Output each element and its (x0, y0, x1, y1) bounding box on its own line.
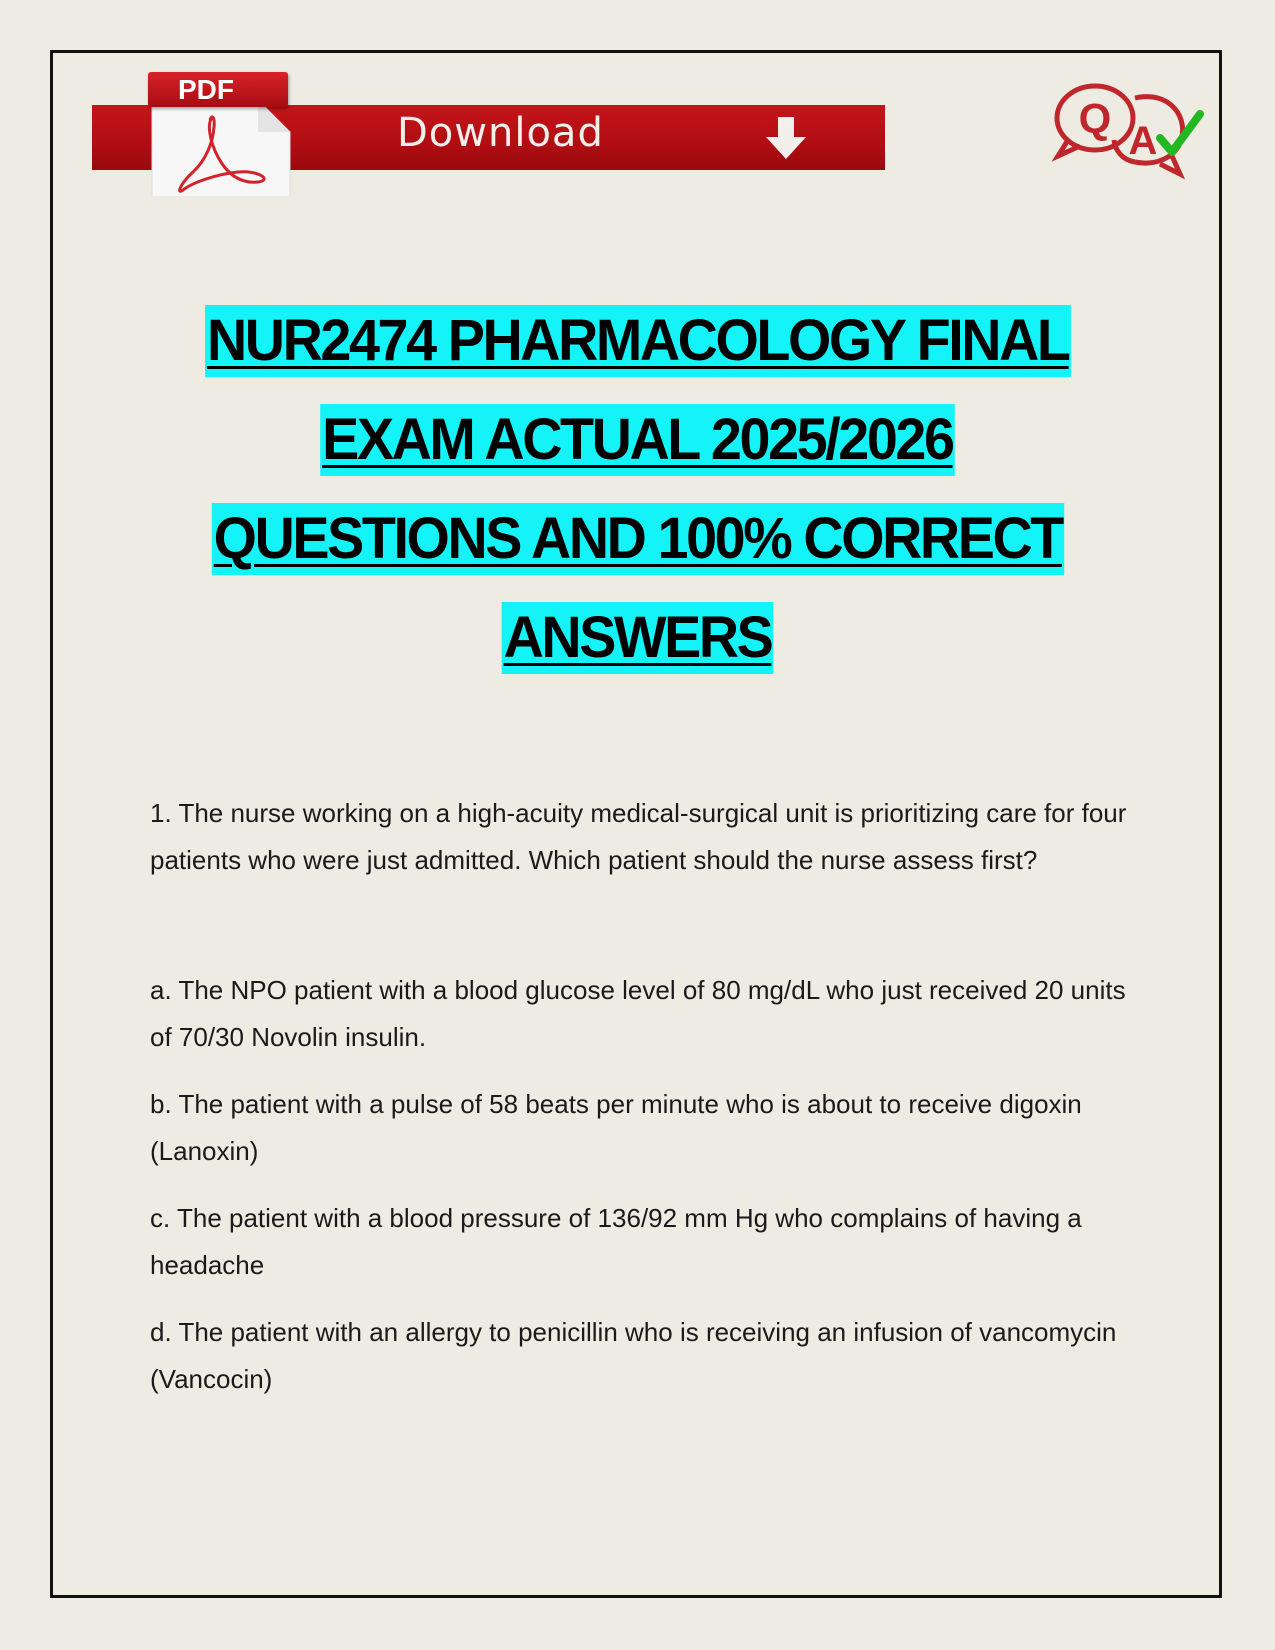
download-arrow-icon[interactable] (762, 115, 810, 163)
title-line-1: NUR2474 PHARMACOLOGY FINAL (205, 305, 1070, 377)
question-section (150, 790, 1150, 1423)
option-b: b. The patient with a pulse of 58 beats per minute who is about to receive digoxin (Lanoxin) (150, 1089, 1082, 1166)
document-title (60, 305, 1215, 701)
q-letter: Q (1078, 95, 1112, 142)
a-letter: A (1128, 119, 1158, 163)
pdf-tab-label: PDF (148, 72, 288, 107)
title-line-2: EXAM ACTUAL 2025/2026 (320, 404, 954, 476)
title-line-4: ANSWERS (502, 602, 774, 674)
option-d: d. The patient with an allergy to penicillin who is receiving an infusion of vancomycin (Vancocin) (150, 1317, 1117, 1394)
question-text: 1. The nurse working on a high-acuity medical-surgical unit is prioritizing care for four patients who were just admitted. Which patient should the nurse assess first? (150, 798, 1127, 875)
pdf-document-icon (138, 72, 298, 192)
download-label[interactable]: Download (397, 110, 604, 156)
option-c: c. The patient with a blood pressure of 136/92 mm Hg who complains of having a headache (150, 1203, 1082, 1280)
pdf-download-banner[interactable] (92, 60, 887, 185)
option-a: a. The NPO patient with a blood glucose level of 80 mg/dL who just received 20 units of 70/30 Novolin insulin. (150, 975, 1126, 1052)
title-line-3: QUESTIONS AND 100% CORRECT (211, 503, 1063, 575)
qa-logo (1040, 78, 1210, 183)
